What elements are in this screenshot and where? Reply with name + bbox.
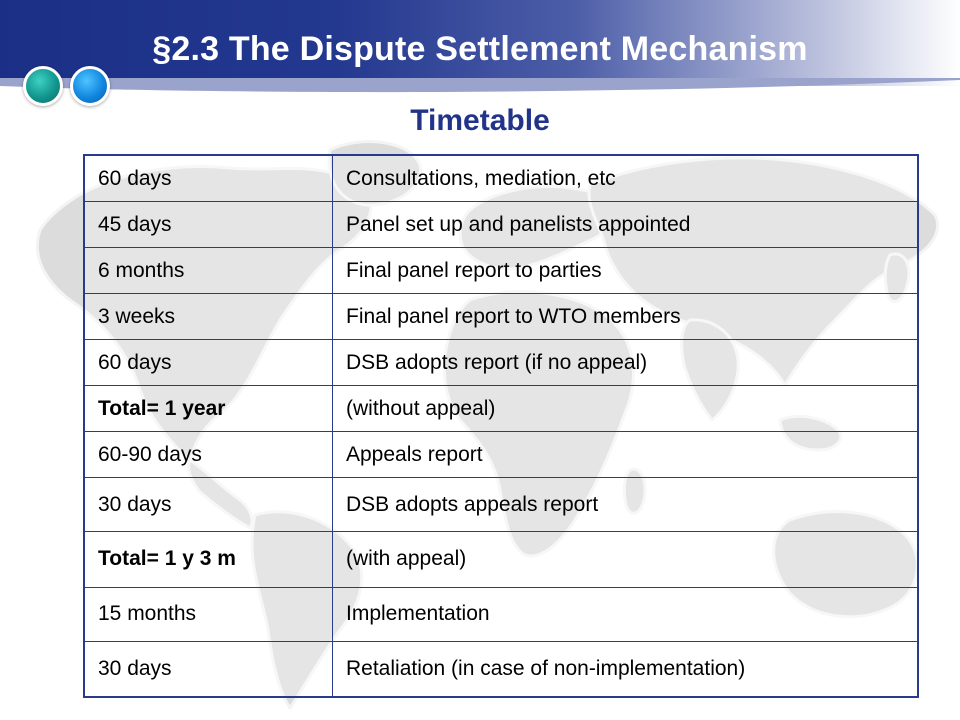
table-row [84,641,918,697]
timetable-table [83,154,919,698]
period-cell: 45 days [84,202,333,248]
table-row [84,478,918,532]
timetable-heading: Timetable [410,104,550,137]
period-cell: Total= 1 y 3 m [84,532,333,587]
activity-cell: Final panel report to WTO members [333,294,919,340]
table-row [84,587,918,641]
table-row [84,202,918,248]
activity-cell: Final panel report to parties [333,248,919,294]
table-row [84,340,918,386]
period-cell: 30 days [84,641,333,697]
header-swoosh [0,78,960,102]
activity-cell: Implementation [333,587,919,641]
period-cell: 30 days [84,478,333,532]
slide-title: §2.3 The Dispute Settlement Mechanism [152,30,808,68]
activity-cell: (without appeal) [333,386,919,432]
period-cell: 60 days [84,340,333,386]
period-cell: Total= 1 year [84,386,333,432]
table-row-total [84,386,918,432]
table-row [84,248,918,294]
table-row-total [84,532,918,587]
table-row [84,155,918,202]
activity-cell: Appeals report [333,432,919,478]
period-cell: 6 months [84,248,333,294]
activity-cell: DSB adopts report (if no appeal) [333,340,919,386]
period-cell: 60 days [84,155,333,202]
table-row [84,432,918,478]
activity-cell: Retaliation (in case of non-implementation) [333,641,919,697]
period-cell: 15 months [84,587,333,641]
activity-cell: Panel set up and panelists appointed [333,202,919,248]
period-cell: 60-90 days [84,432,333,478]
blue-circle-icon [70,66,110,106]
activity-cell: (with appeal) [333,532,919,587]
teal-circle-icon [23,66,63,106]
period-cell: 3 weeks [84,294,333,340]
activity-cell: DSB adopts appeals report [333,478,919,532]
table-row [84,294,918,340]
activity-cell: Consultations, mediation, etc [333,155,919,202]
